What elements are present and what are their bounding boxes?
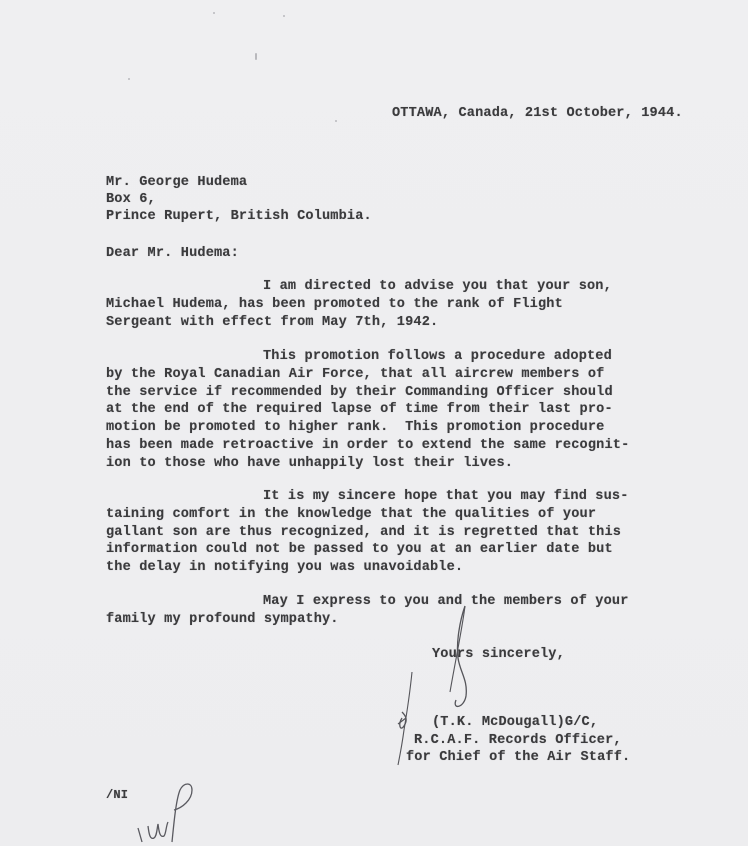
paragraph-line: I am directed to advise you that your son, <box>263 279 612 294</box>
paragraph-line: gallant son are thus recognized, and it is regretted that this <box>106 525 622 540</box>
paragraph-line: motion be promoted to higher rank. This promotion procedure <box>106 420 605 435</box>
closing: Yours sincerely, <box>432 647 565 662</box>
paragraph-line: information could not be passed to you at an earlier date but <box>106 542 613 557</box>
reference-initials: /NI <box>106 788 129 802</box>
paragraph-line: May I express to you and the members of your <box>263 594 629 609</box>
paper-speck <box>283 15 285 17</box>
paragraph-line: at the end of the required lapse of time from their last pro- <box>106 402 613 417</box>
recipient-address-line-2: Prince Rupert, British Columbia. <box>106 209 372 224</box>
recipient-name: Mr. George Hudema <box>106 175 248 190</box>
paper-speck <box>128 78 130 80</box>
paper-speck <box>335 120 337 122</box>
paragraph-line: has been made retroactive in order to extend the same recognit- <box>106 438 630 453</box>
paragraph-line: It is my sincere hope that you may find sus- <box>263 489 629 504</box>
recipient-address-line-1: Box 6, <box>106 192 156 207</box>
paragraph-line: ion to those who have unhappily lost their lives. <box>106 456 514 471</box>
paragraph-line: This promotion follows a procedure adopted <box>263 349 612 364</box>
paragraph-line: family my profound sympathy. <box>106 612 339 627</box>
paragraph-line: Michael Hudema, has been promoted to the rank of Flight <box>106 297 563 312</box>
paper-speck <box>213 12 215 14</box>
signatory-on-behalf: for Chief of the Air Staff. <box>406 750 631 765</box>
paragraph-line: Sergeant with effect from May 7th, 1942. <box>106 315 439 330</box>
signatory-name: (T.K. McDougall)G/C, <box>432 715 599 730</box>
handwritten-note <box>132 778 202 846</box>
paragraph-line: by the Royal Canadian Air Force, that all aircrew members of <box>106 367 605 382</box>
signatory-title: R.C.A.F. Records Officer, <box>414 733 622 748</box>
dateline: OTTAWA, Canada, 21st October, 1944. <box>392 106 683 121</box>
paper-speck <box>255 53 257 60</box>
paragraph-line: the delay in notifying you was unavoidable. <box>106 560 464 575</box>
handwritten-signature <box>390 600 490 770</box>
paragraph-line: taining comfort in the knowledge that the qualities of your <box>106 507 597 522</box>
salutation: Dear Mr. Hudema: <box>106 246 239 261</box>
paragraph-line: the service if recommended by their Commanding Officer should <box>106 385 613 400</box>
